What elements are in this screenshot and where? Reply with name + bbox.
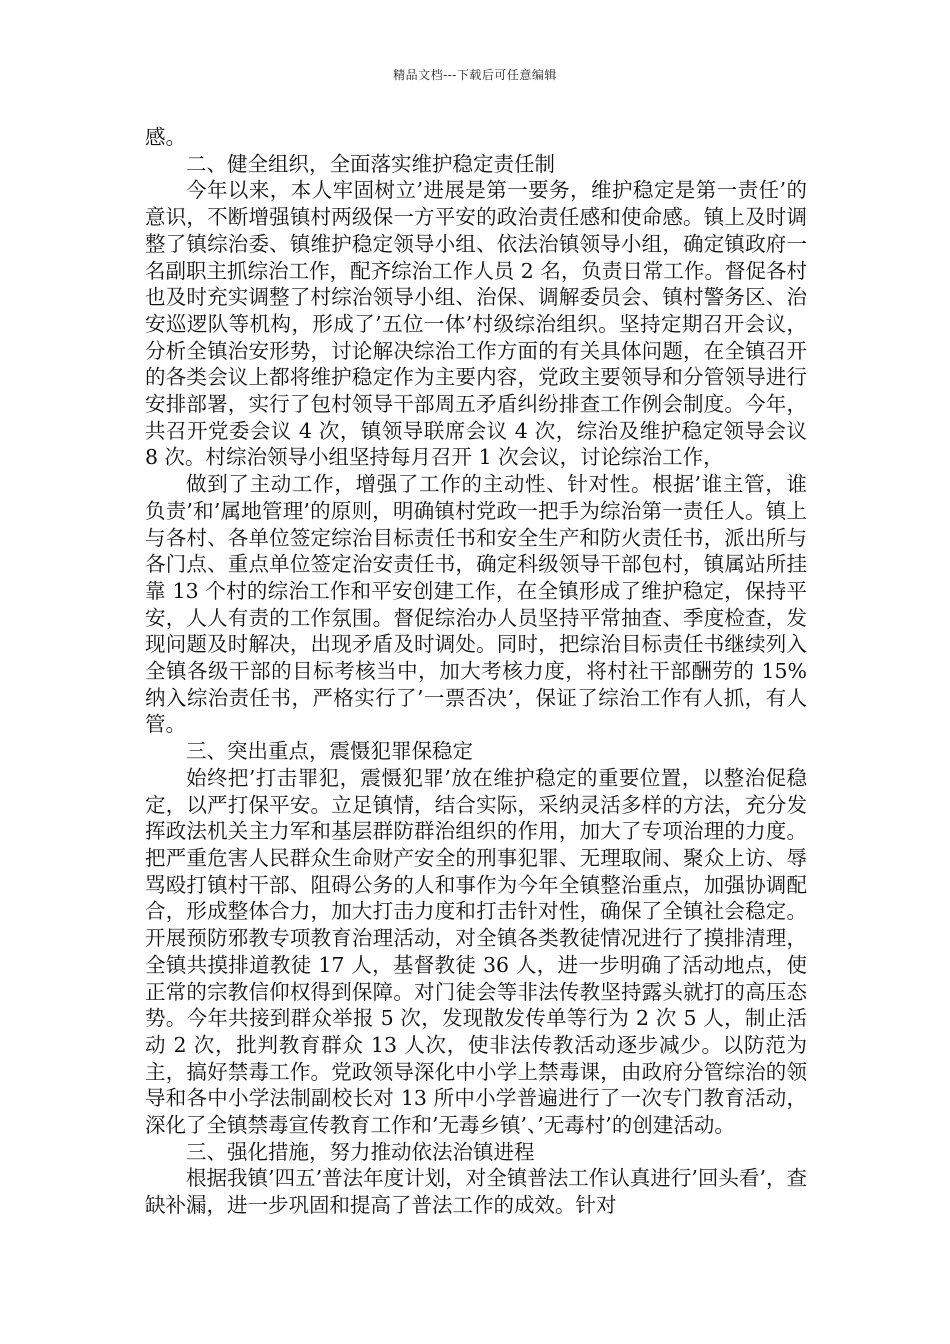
section-heading-2: 二、健全组织，全面落实维护稳定责任制 bbox=[186, 151, 555, 176]
paragraph: 今年以来，本人牢固树立’进展是第一要务，维护稳定是第一责任’的意识，不断增强镇村两级保一方平安的政治责任感和使命感。镇上及时调整了镇综治委、镇维护稳定领导小组、依法治镇领导小组，确定镇政府一名副职主抓综治工作，配齐综治工作人员 2 名，负责日常工作。督促各村也及时充实调整了村综治领导小组、治保、调解委员会、镇村警务区、治安巡逻队等机构，形成了’五位一体’村级综治组织。坚持定期召开会议，分析全镇治安形势，讨论解决综治工作方面的有关具体问题，在全镇召开的各类会议上都将维护稳定作为主要内容，党政主要领导和分管领导进行安排部署，实行了包村领导干部周五矛盾纠纷排查工作例会制度。今年，共召开党委会议 4 次，镇领导联席会议 4 次，综治及维护稳定领导会议 8 次。村综治领导小组坚持每月召开 1 次会议，讨论综治工作， bbox=[145, 178, 807, 470]
section-heading-3b: 三、强化措施，努力推动依法治镇进程 bbox=[186, 1139, 535, 1164]
paragraph: 做到了主动工作，增强了工作的主动性、针对性。根据’谁主管，谁负责’和’属地管理’的原则，明确镇村党政一把手为综治第一责任人。镇上与各村、各单位签定综治目标责任书和安全生产和防火责任书，派出所与各门点、重点单位签定治安责任书，确定科级领导干部包村，镇属站所挂靠 13 个村的综治工作和平安创建工作，在全镇形成了维护稳定，保持平安，人人有责的工作氛围。督促综治办人员坚持平常抽查、季度检查，发现问题及时解决，出现矛盾及时调处。同时，把综治目标责任书继续列入全镇各级干部的目标考核当中，加大考核力度，将村社干部酬劳的 15%纳入综治责任书，严格实行了’一票否决’，保证了综治工作有人抓，有人管。 bbox=[145, 472, 807, 737]
page-header: 精品文档---下载后可任意编辑 bbox=[393, 68, 557, 82]
document-body bbox=[145, 124, 807, 1219]
paragraph: 感。 bbox=[145, 125, 186, 149]
paragraph: 根据我镇’四五’普法年度计划，对全镇普法工作认真进行’回头看’，查缺补漏，进一步巩固和提高了普法工作的成效。针对 bbox=[145, 1166, 807, 1218]
section-heading-3: 三、突出重点，震慑犯罪保稳定 bbox=[186, 739, 473, 764]
paragraph: 始终把’打击罪犯，震慑犯罪’放在维护稳定的重要位置，以整治促稳定，以严打保平安。立足镇情，结合实际，采纳灵活多样的方法，充分发挥政法机关主力军和基层群防群治组织的作用，加大了专项治理的力度。把严重危害人民群众生命财产安全的刑事犯罪、无理取闹、聚众上访、辱骂殴打镇村干部、阻碍公务的人和事作为今年全镇整治重点，加强协调配合，形成整体合力，加大打击力度和打击针对性，确保了全镇社会稳定。开展预防邪教专项教育治理活动，对全镇各类教徒情况进行了摸排清理，全镇共摸排道教徒 17 人，基督教徒 36 人，进一步明确了活动地点，使正常的宗教信仰权得到保障。对门徒会等非法传教坚持露头就打的高压态势。今年共接到群众举报 5 次，发现散发传单等行为 2 次 5 人，制止活动 2 次，批判教育群众 13 人次，使非法传教活动逐步减少。以防范为主，搞好禁毒工作。党政领导深化中小学上禁毒课，由政府分管综治的领导和各中小学法制副校长对 13 所中小学普遍进行了一次专门教育活动，深化了全镇禁毒宣传教育工作和’无毒乡镇’、’无毒村’的创建活动。 bbox=[145, 765, 807, 1138]
